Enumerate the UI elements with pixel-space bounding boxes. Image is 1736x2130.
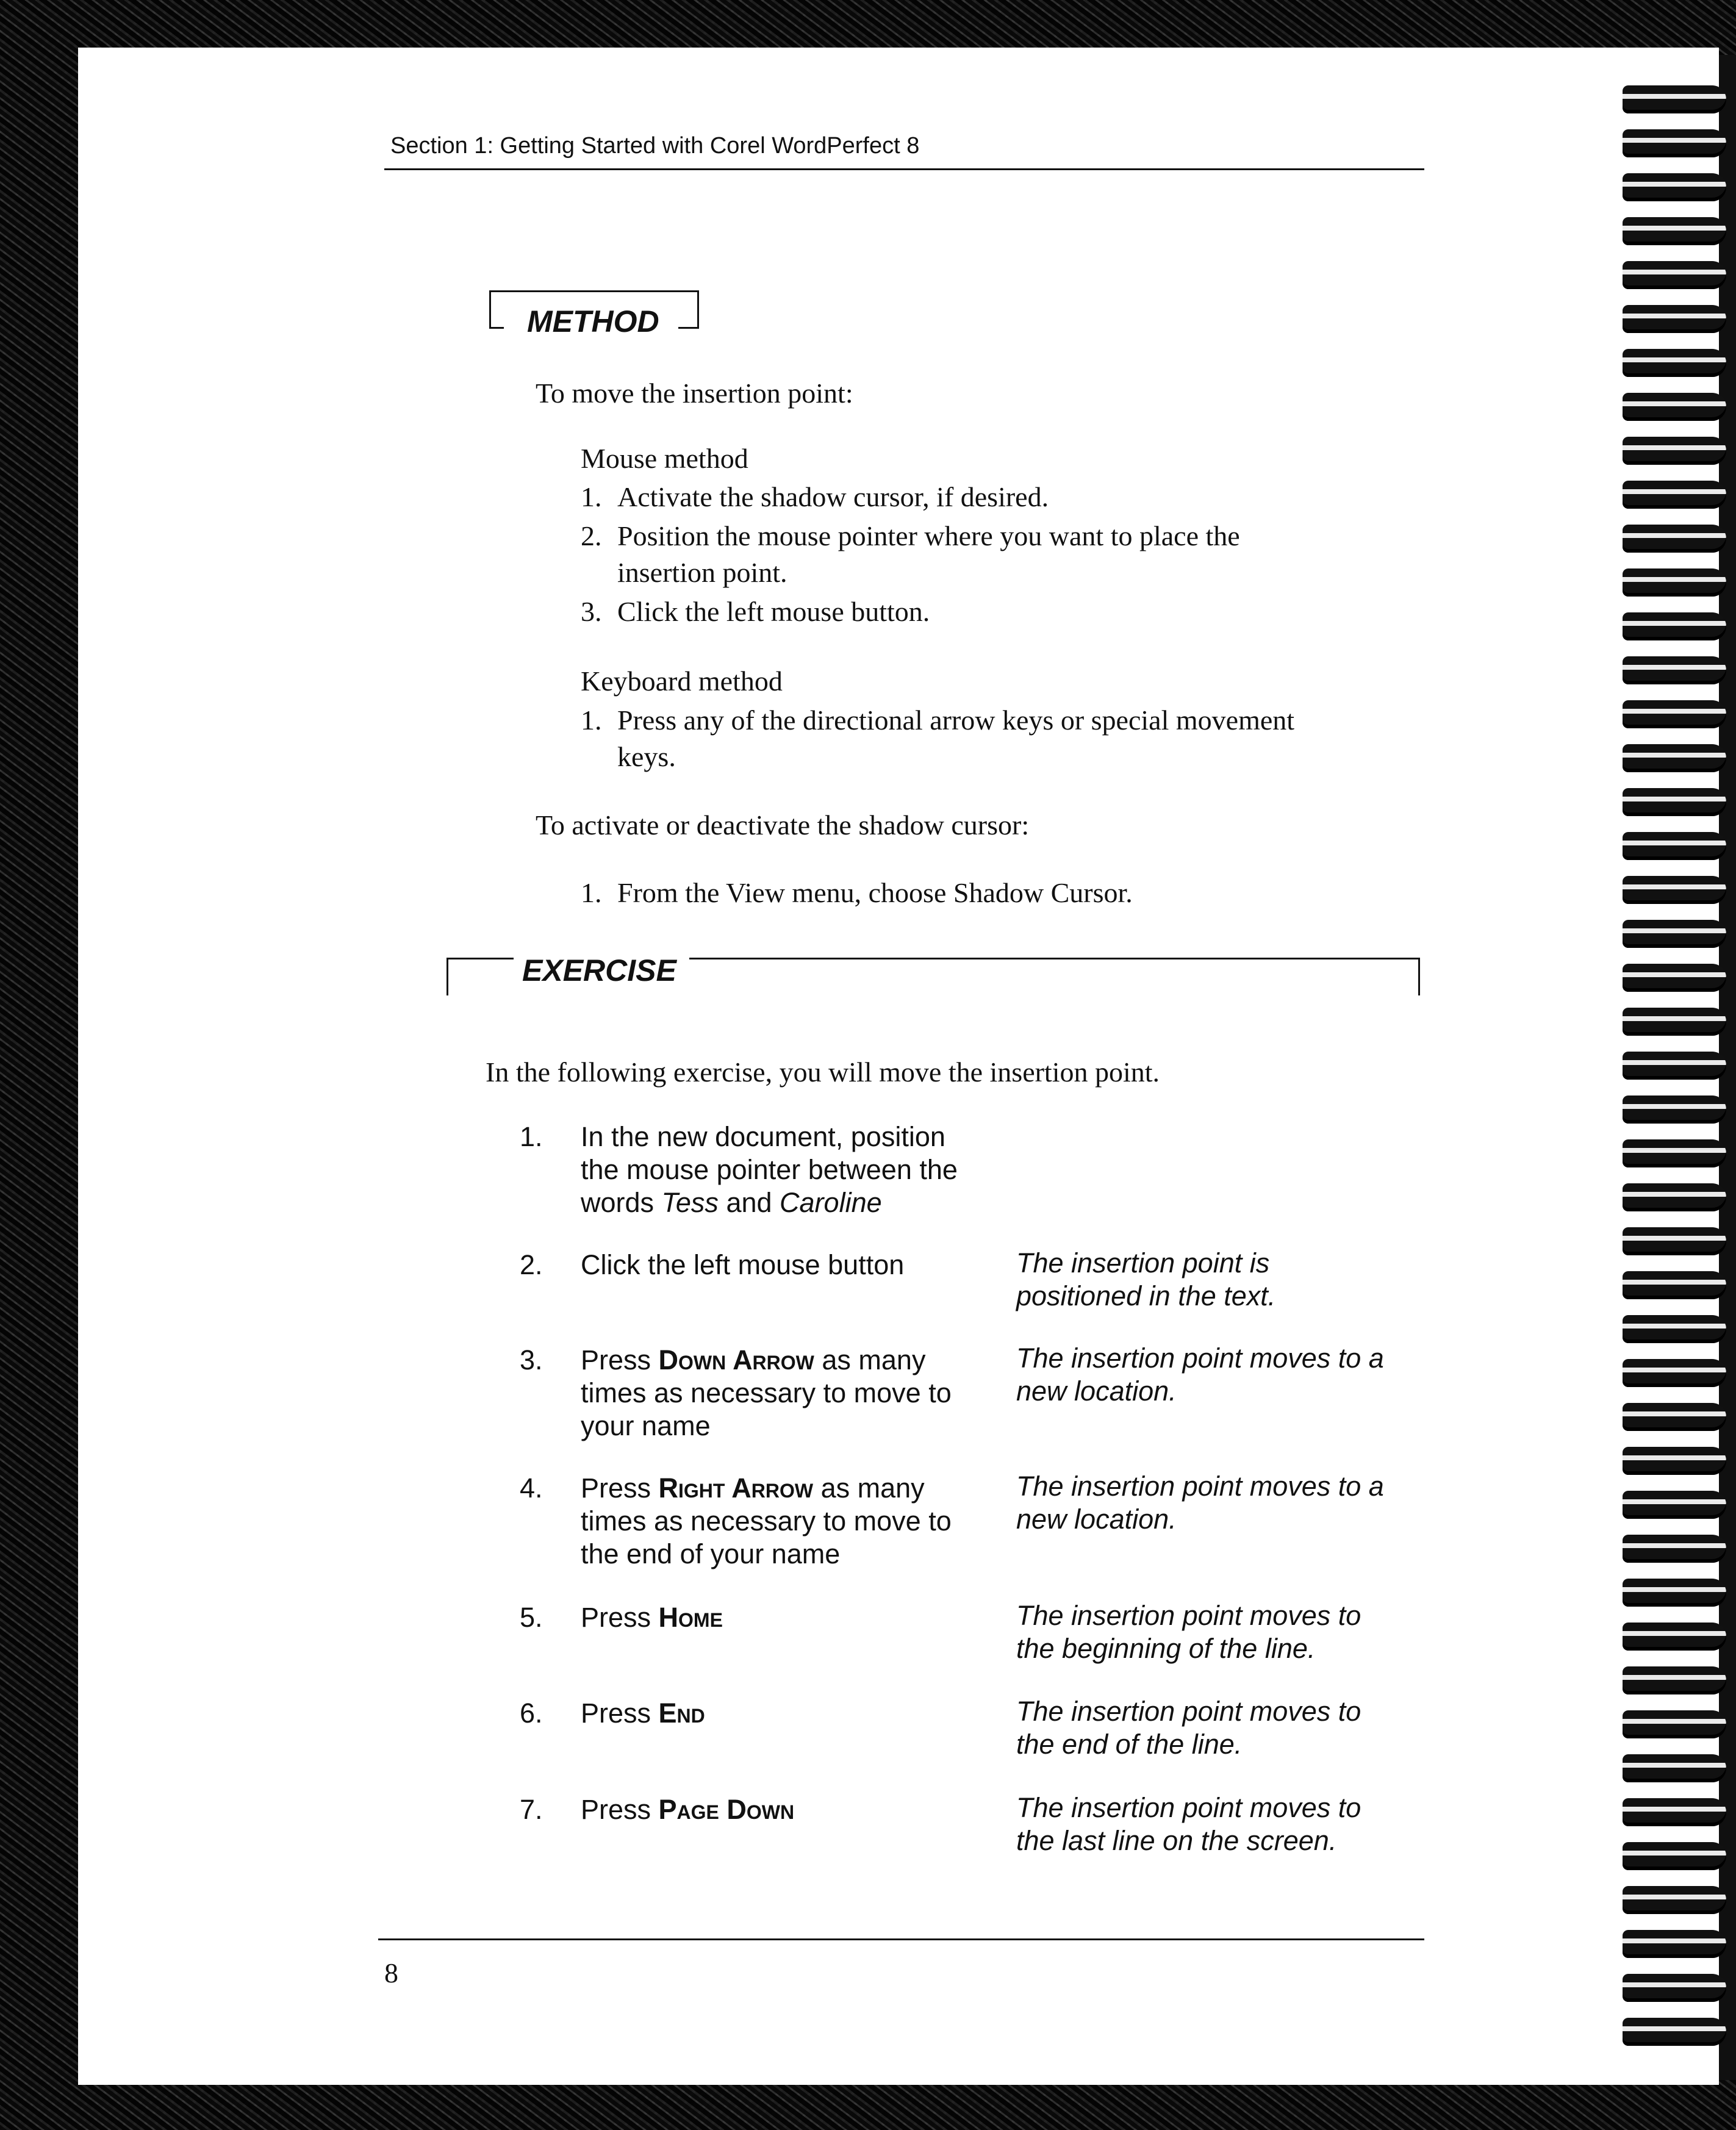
- spiral-coil: [1623, 1535, 1726, 1563]
- spiral-coil: [1623, 2018, 1726, 2046]
- spiral-coil: [1623, 85, 1726, 113]
- step-5-result-text-2: the beginning of the line.: [1016, 1633, 1316, 1664]
- exercise-step-2-action: Click the left mouse button: [581, 1249, 905, 1280]
- step-3-press: Press: [581, 1344, 659, 1375]
- header-rule: [384, 168, 1424, 170]
- exercise-frame-top-right: [689, 958, 1420, 959]
- step-5-result-text: The insertion point moves to: [1016, 1600, 1361, 1631]
- exercise-step-5-result-line-1: [1016, 1599, 1361, 1632]
- spiral-coil: [1623, 173, 1726, 201]
- exercise-step-4-line-1: [581, 1472, 925, 1505]
- footer-rule: [378, 1938, 1424, 1940]
- spiral-coil: [1623, 1271, 1726, 1299]
- step-6-press: Press: [581, 1698, 659, 1729]
- exercise-step-1-line-1: In the new document, position: [581, 1121, 945, 1152]
- exercise-step-3-line-1: [581, 1344, 925, 1377]
- mouse-step-3: Click the left mouse button.: [617, 596, 930, 627]
- spiral-coil: [1623, 305, 1726, 333]
- spiral-coil: [1623, 1359, 1726, 1387]
- mouse-step-2-number: 2.: [581, 520, 602, 551]
- mouse-method-heading: Mouse method: [581, 443, 748, 474]
- mouse-step-3-number: 3.: [581, 596, 602, 627]
- spiral-coil: [1623, 1798, 1726, 1826]
- method-box-corner-left: [489, 327, 504, 329]
- mouse-step-1-number: 1.: [581, 481, 602, 512]
- spiral-coil: [1623, 1095, 1726, 1124]
- spiral-coil: [1623, 568, 1726, 597]
- step-7-key: Page Down: [658, 1794, 795, 1825]
- spiral-coil: [1623, 1315, 1726, 1343]
- spiral-coil: [1623, 217, 1726, 245]
- step-7-result-text: The insertion point moves to: [1016, 1792, 1361, 1823]
- spiral-coil: [1623, 1579, 1726, 1607]
- exercise-step-1-line-2: the mouse pointer between the: [581, 1154, 958, 1185]
- step-4-result-text: The insertion point moves to a: [1016, 1471, 1384, 1502]
- exercise-step-4-line-2: times as necessary to move to: [581, 1505, 952, 1537]
- step-4-key: Right Arrow: [658, 1472, 814, 1504]
- step-5-press: Press: [581, 1602, 659, 1633]
- step-4-press: Press: [581, 1472, 659, 1504]
- spiral-coil: [1623, 393, 1726, 421]
- spiral-coil: [1623, 788, 1726, 816]
- spiral-coil: [1623, 964, 1726, 992]
- spiral-coil: [1623, 1754, 1726, 1782]
- exercise-step-3-number: 3.: [520, 1344, 543, 1375]
- keyboard-step-1-line-1: Press any of the directional arrow keys or special movement: [617, 705, 1295, 736]
- spiral-coil: [1623, 1886, 1726, 1914]
- spiral-coil: [1623, 1183, 1726, 1211]
- step-3-result-text: The insertion point moves to a: [1016, 1343, 1384, 1374]
- spiral-coil: [1623, 1930, 1726, 1958]
- spiral-coil: [1623, 612, 1726, 640]
- spiral-binding: [1623, 85, 1736, 2068]
- step-7-press: Press: [581, 1794, 659, 1825]
- exercise-step-4-result-line-1: [1016, 1470, 1384, 1503]
- step-1-text-and: and: [718, 1187, 780, 1218]
- mouse-step-2-line-2: insertion point.: [617, 557, 787, 588]
- spiral-coil: [1623, 1666, 1726, 1694]
- spiral-coil: [1623, 1491, 1726, 1519]
- exercise-step-7-result-line-2: [1016, 1824, 1336, 1857]
- keyboard-method-heading: Keyboard method: [581, 665, 783, 697]
- exercise-step-7-number: 7.: [520, 1794, 543, 1825]
- step-3-result-text-2: new location.: [1016, 1375, 1177, 1407]
- step-6-result-text: The insertion point moves to: [1016, 1696, 1361, 1727]
- spiral-coil: [1623, 700, 1726, 728]
- step-1-text: words: [581, 1187, 662, 1218]
- mouse-step-2-line-1: Position the mouse pointer where you want to place the: [617, 520, 1240, 551]
- step-3-key: Down Arrow: [658, 1344, 814, 1375]
- mouse-step-1: Activate the shadow cursor, if desired.: [617, 481, 1049, 512]
- exercise-step-3-result-line-2: [1016, 1375, 1177, 1408]
- step-4-post: as many: [813, 1472, 925, 1504]
- keyboard-step-1-line-2: keys.: [617, 741, 676, 772]
- exercise-step-6-result-line-2: [1016, 1728, 1242, 1761]
- step-1-word-caroline: Caroline: [780, 1187, 882, 1218]
- shadow-step-1-number: 1.: [581, 877, 602, 908]
- spiral-coil: [1623, 1403, 1726, 1431]
- exercise-step-4-line-3: the end of your name: [581, 1538, 841, 1569]
- spiral-coil: [1623, 876, 1726, 904]
- keyboard-step-1-number: 1.: [581, 705, 602, 736]
- exercise-step-1-line-3: [581, 1186, 882, 1219]
- spiral-coil: [1623, 1623, 1726, 1651]
- exercise-step-7-result-line-1: [1016, 1791, 1361, 1824]
- exercise-step-3-line-2: times as necessary to move to: [581, 1377, 952, 1408]
- shadow-cursor-intro: To activate or deactivate the shadow cursor:: [536, 809, 1030, 841]
- exercise-step-3-result-line-1: [1016, 1342, 1384, 1375]
- spiral-coil: [1623, 1139, 1726, 1167]
- method-intro: To move the insertion point:: [536, 378, 853, 409]
- spiral-coil: [1623, 349, 1726, 377]
- exercise-step-3-line-3: your name: [581, 1410, 711, 1441]
- method-title: METHOD: [525, 304, 662, 339]
- spiral-coil: [1623, 832, 1726, 860]
- exercise-title: EXERCISE: [522, 953, 676, 988]
- exercise-step-6-result-line-1: [1016, 1695, 1361, 1728]
- spiral-coil: [1623, 1008, 1726, 1036]
- step-6-key: End: [658, 1698, 705, 1729]
- exercise-frame-left: [447, 958, 448, 995]
- exercise-step-4-result-line-2: [1016, 1503, 1177, 1536]
- spiral-coil: [1623, 525, 1726, 553]
- exercise-step-6-action: [581, 1697, 705, 1730]
- spiral-coil: [1623, 656, 1726, 684]
- step-4-result-text-2: new location.: [1016, 1504, 1177, 1535]
- step-5-key: Home: [658, 1602, 723, 1633]
- running-header: Section 1: Getting Started with Corel WordPerfect 8: [390, 133, 920, 159]
- exercise-step-6-number: 6.: [520, 1698, 543, 1729]
- exercise-intro: In the following exercise, you will move the insertion point.: [486, 1056, 1160, 1088]
- exercise-step-2-result-line-2: [1016, 1280, 1275, 1313]
- step-3-post: as many: [814, 1344, 926, 1375]
- page-number: 8: [384, 1957, 398, 1988]
- exercise-frame-right: [1418, 958, 1420, 995]
- spiral-coil: [1623, 481, 1726, 509]
- step-2-result-text: The insertion point is: [1016, 1247, 1270, 1278]
- method-box-corner-right: [678, 327, 697, 329]
- exercise-step-2-result-line-1: [1016, 1247, 1269, 1280]
- exercise-step-5-result-line-2: [1016, 1632, 1315, 1665]
- exercise-step-5-action: [581, 1601, 723, 1634]
- exercise-step-7-action: [581, 1793, 794, 1826]
- spiral-coil: [1623, 261, 1726, 289]
- spiral-coil: [1623, 129, 1726, 157]
- spiral-coil: [1623, 437, 1726, 465]
- exercise-step-1-number: 1.: [520, 1121, 543, 1152]
- spiral-coil: [1623, 1974, 1726, 2002]
- exercise-step-4-number: 4.: [520, 1472, 543, 1504]
- spiral-coil: [1623, 920, 1726, 948]
- spiral-coil: [1623, 1227, 1726, 1255]
- exercise-frame-top-left: [447, 958, 514, 959]
- exercise-step-2-number: 2.: [520, 1249, 543, 1280]
- spiral-coil: [1623, 1447, 1726, 1475]
- spiral-coil: [1623, 1842, 1726, 1870]
- step-7-result-text-2: the last line on the screen.: [1016, 1825, 1337, 1856]
- spiral-coil: [1623, 744, 1726, 772]
- spiral-coil: [1623, 1052, 1726, 1080]
- step-2-result-text-2: positioned in the text.: [1016, 1280, 1276, 1311]
- spiral-coil: [1623, 1710, 1726, 1738]
- shadow-step-1: From the View menu, choose Shadow Cursor.: [617, 877, 1133, 908]
- exercise-step-5-number: 5.: [520, 1602, 543, 1633]
- step-1-word-tess: Tess: [661, 1187, 719, 1218]
- step-6-result-text-2: the end of the line.: [1016, 1729, 1243, 1760]
